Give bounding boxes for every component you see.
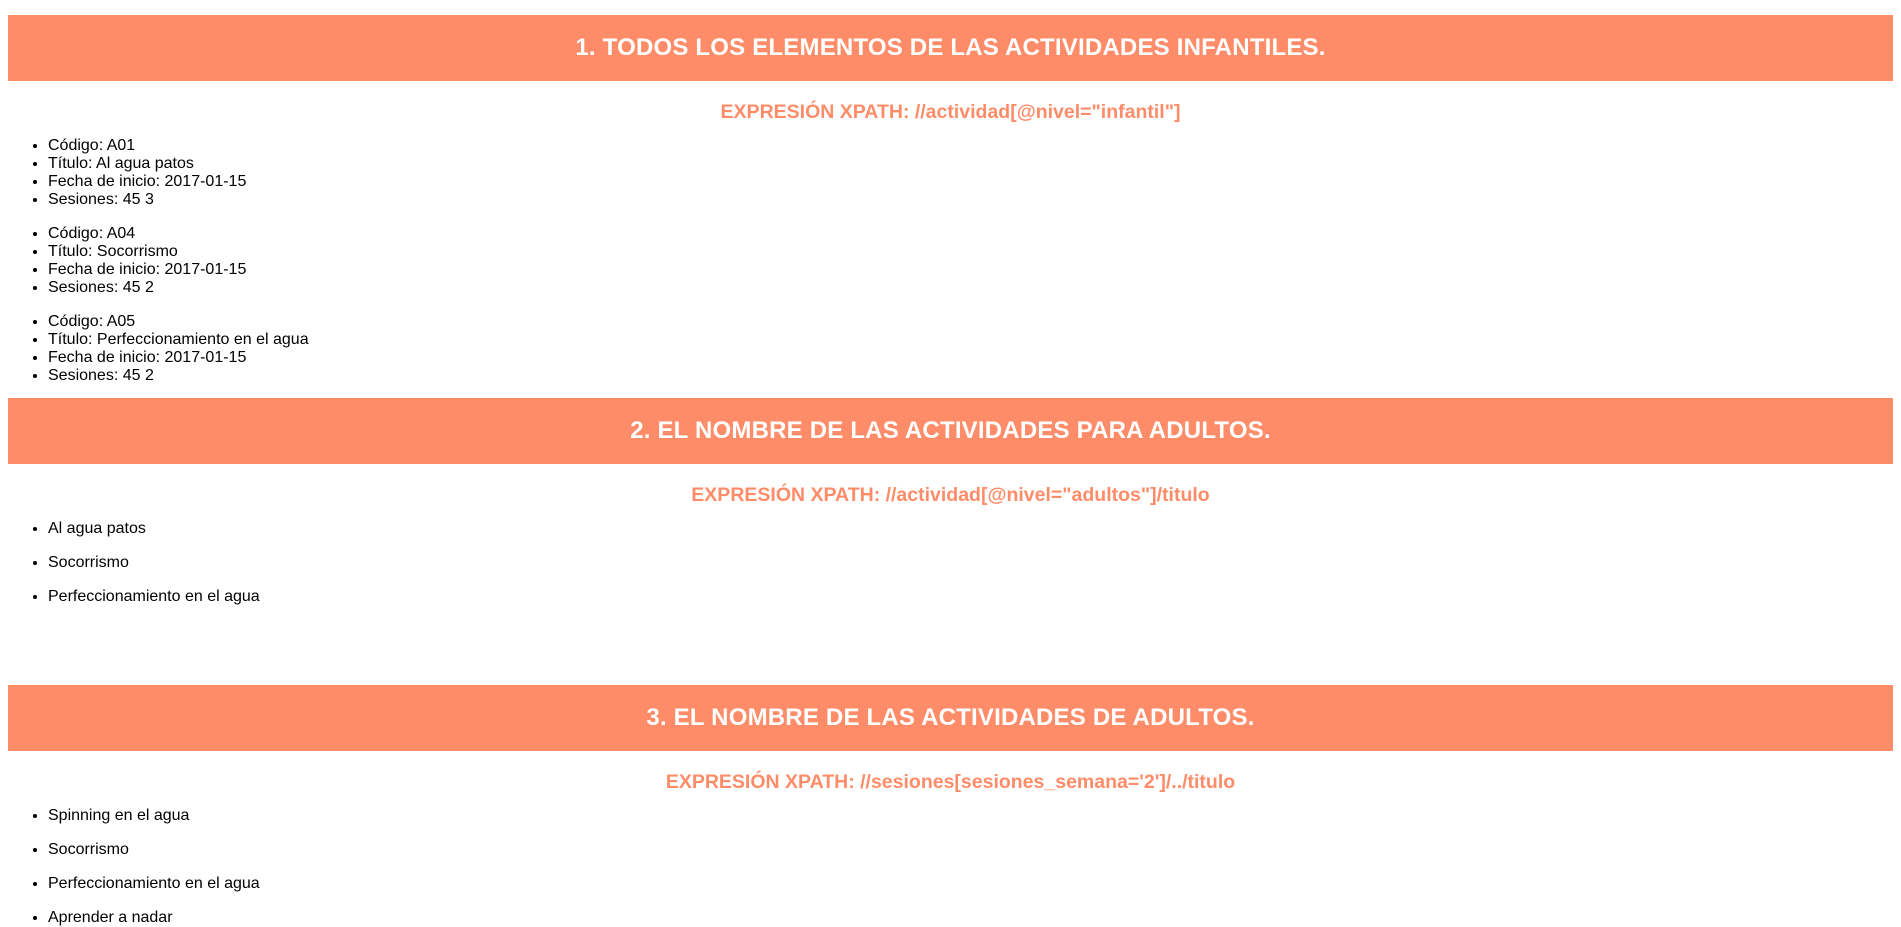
xpath-expression: EXPRESIÓN XPATH: //sesiones[sesiones_semana='2']/../titulo [665,771,1236,793]
activity-group [8,137,1893,209]
list-item: • Título: Socorrismo [48,243,1893,261]
section-banner [8,685,1893,751]
list-item: • Fecha de inicio: 2017-01-15 [48,349,1893,367]
list-item: • Al agua patos [48,520,1893,538]
activity-name-list [8,807,1893,927]
section-infantiles [8,15,1893,398]
list-item: • Sesiones: 45 2 [48,279,1893,297]
activity-name-list [8,520,1893,606]
list-item: • Fecha de inicio: 2017-01-15 [48,173,1893,191]
list-item: • Aprender a nadar [48,909,1893,927]
list-item: • Socorrismo [48,841,1893,859]
xpath-expression: EXPRESIÓN XPATH: //actividad[@nivel="infantil"] [720,101,1181,123]
list-item: • Título: Al agua patos [48,155,1893,173]
list-item: • Perfeccionamiento en el agua [48,875,1893,893]
list-item: • Sesiones: 45 2 [48,367,1893,385]
section-banner [8,398,1893,464]
section-adultos-sesiones [8,685,1893,927]
section-title: 3. EL NOMBRE DE LAS ACTIVIDADES DE ADULTOS. [646,704,1255,731]
list-item: • Código: A04 [48,225,1893,243]
activity-group [8,225,1893,297]
xpath-expression: EXPRESIÓN XPATH: //actividad[@nivel="adultos"]/titulo [691,484,1210,506]
section-banner [8,15,1893,81]
list-item: • Sesiones: 45 3 [48,191,1893,209]
list-item: • Fecha de inicio: 2017-01-15 [48,261,1893,279]
activity-group [8,313,1893,385]
list-item: • Socorrismo [48,554,1893,572]
list-item: • Título: Perfeccionamiento en el agua [48,331,1893,349]
list-item: • Perfeccionamiento en el agua [48,588,1893,606]
section-title: 1. TODOS LOS ELEMENTOS DE LAS ACTIVIDADES INFANTILES. [575,34,1326,61]
list-item: • Código: A01 [48,137,1893,155]
section-title: 2. EL NOMBRE DE LAS ACTIVIDADES PARA ADULTOS. [630,417,1271,444]
section-adultos-nombres [8,398,1893,685]
list-item: • Spinning en el agua [48,807,1893,825]
list-item: • Código: A05 [48,313,1893,331]
